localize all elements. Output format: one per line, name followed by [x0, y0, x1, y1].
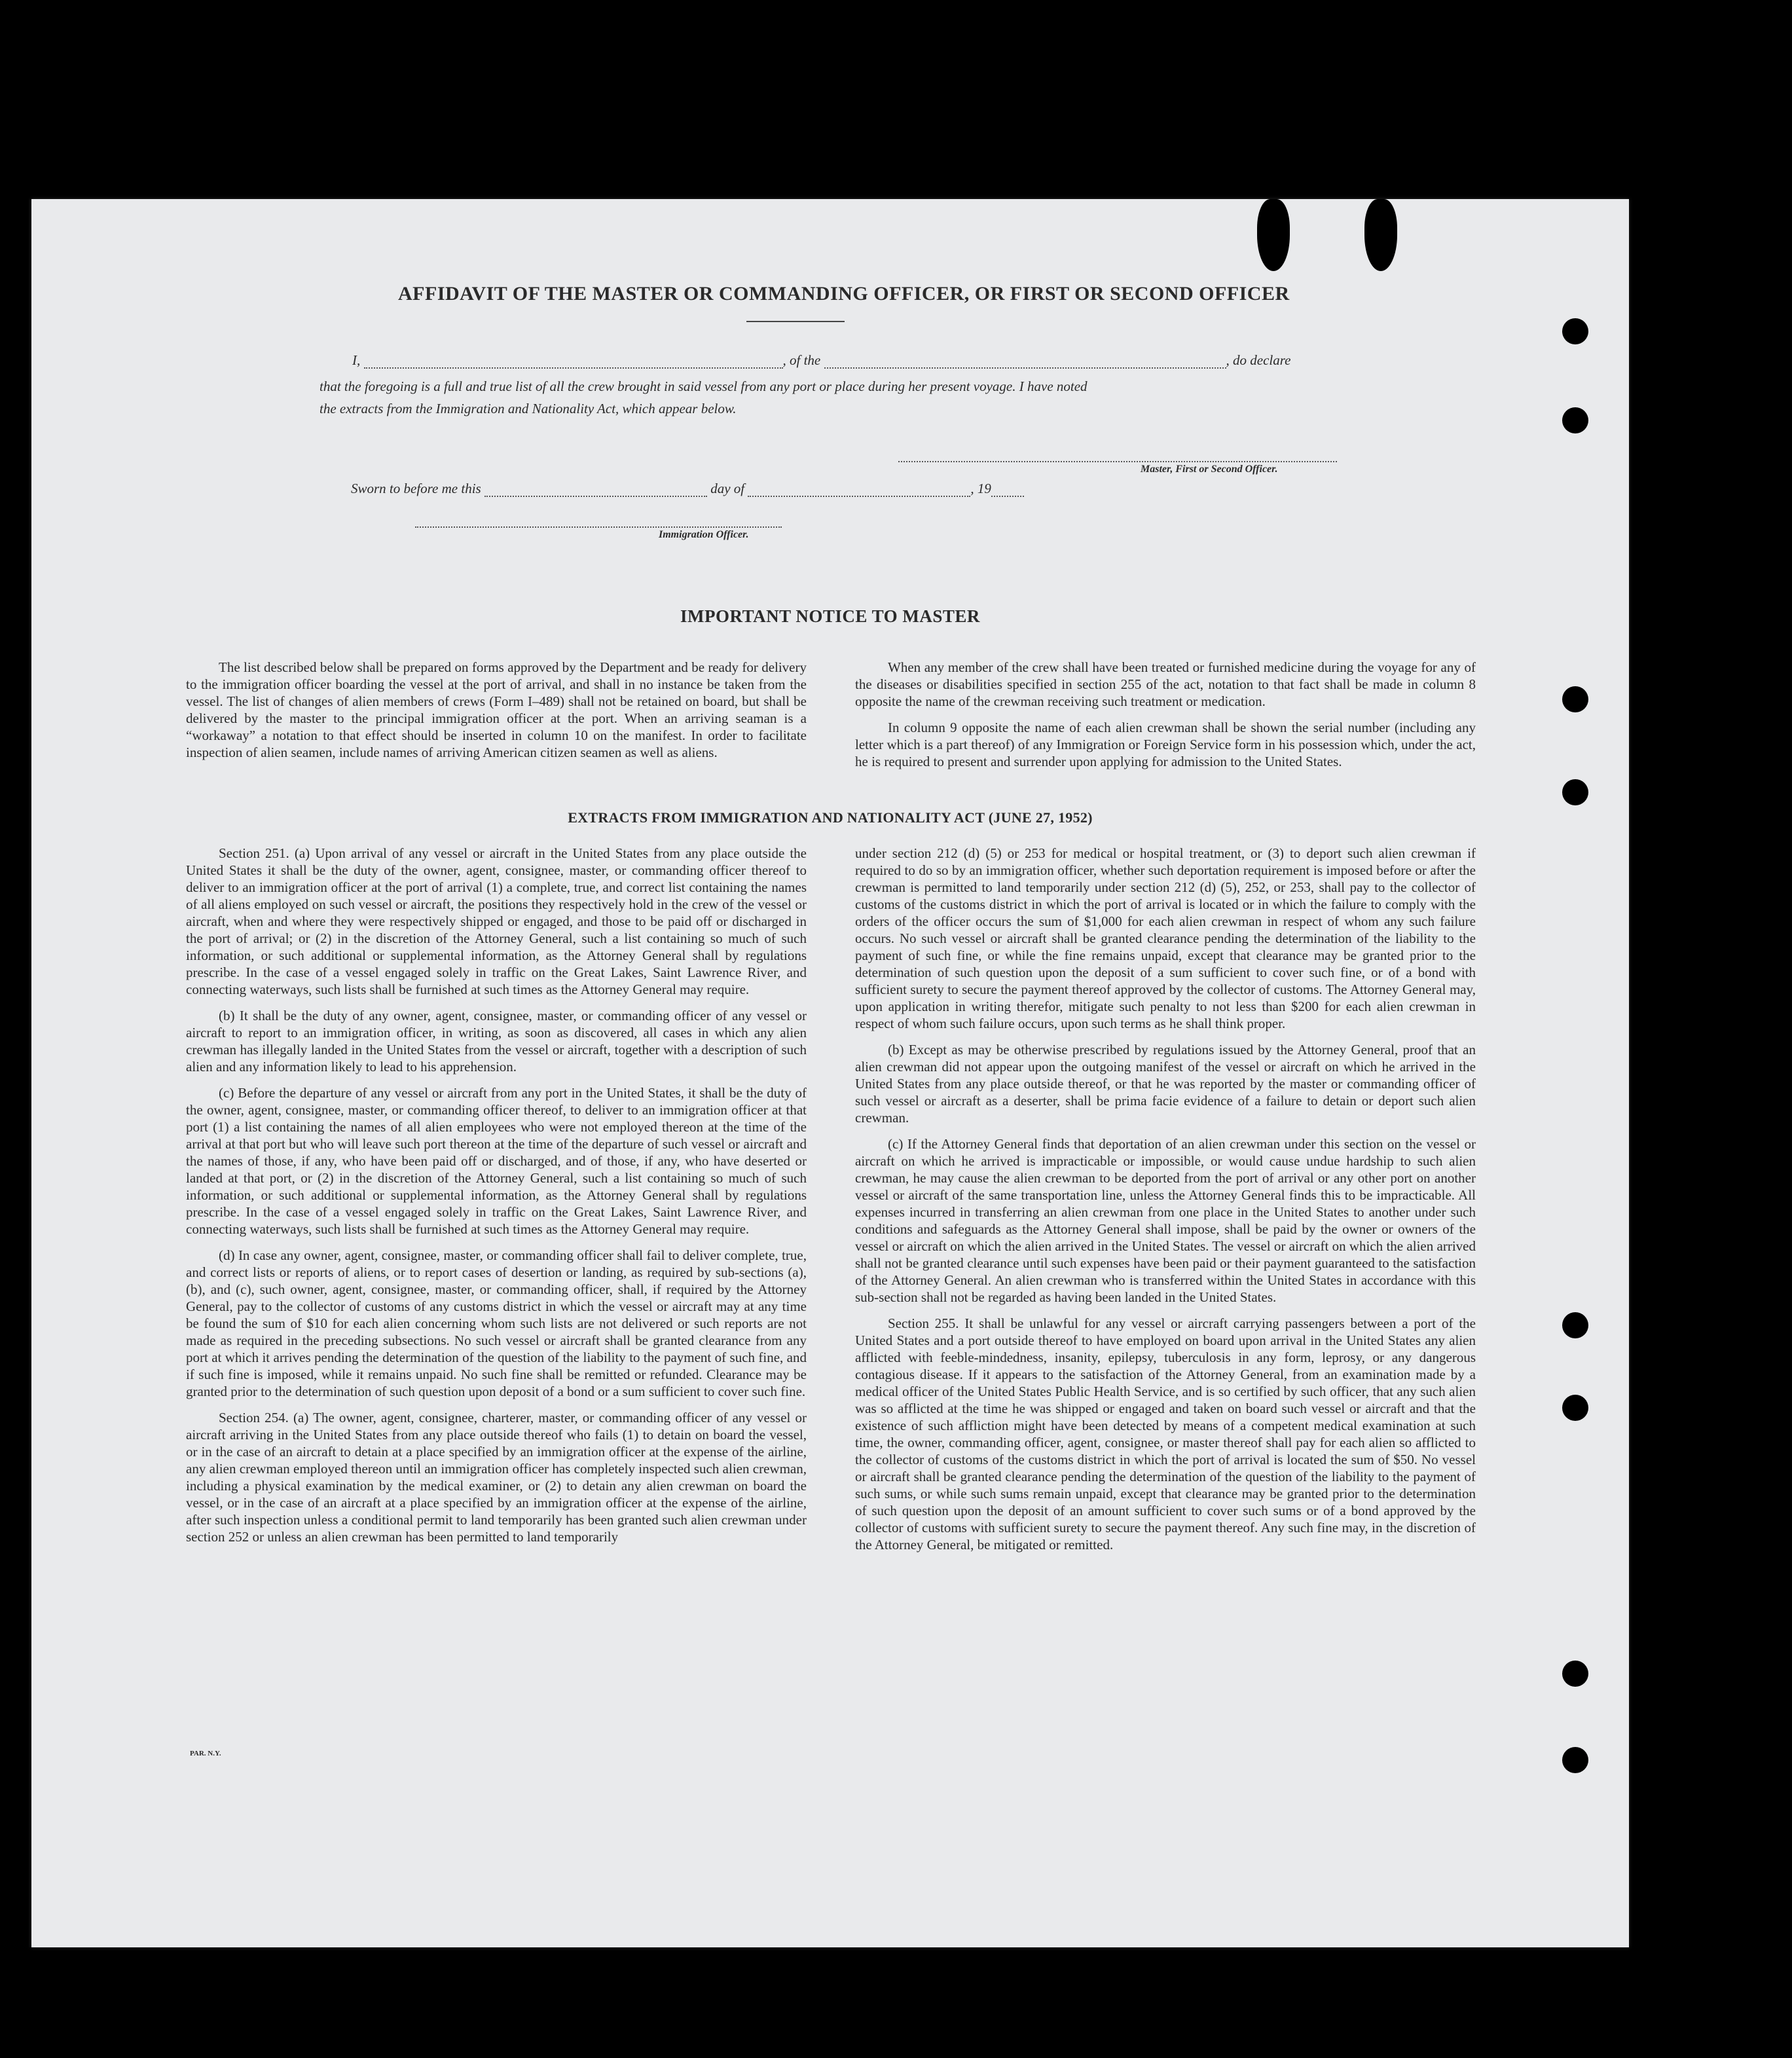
affidavit-title: AFFIDAVIT OF THE MASTER OR COMMANDING OFFICER, OR FIRST OR SECOND OFFICER: [398, 283, 1290, 304]
act-paragraph: under section 212 (d) (5) or 253 for medical or hospital treatment, or (3) to deport such alien crewman if required to do so by an immigration officer, whether such deportation requirement is imposed before or after the crewman is permitted to land temporarily under section 212 (d) (5), 252, or 253, shall pay to the collector of customs of the customs district in which the port of arrival is located or in which the failure to comply with the orders of the officer occurs the sum of $1,000 for each alien crewman in respect of whom any such failure occurs. No such vessel or aircraft shall be granted clearance pending the determination of the liability to the payment of such fine, or while the fine remains unpaid, except that clearance may be granted prior to the determination of such question upon the deposit of a sum sufficient to cover such fine, or of a bond with sufficient surety to secure the payment thereof approved by the collector of customs. The Attorney General may, upon application in writing therefor, mitigate such penalty to not less than $200 for each alien crewman in respect of whom such failure occurs, upon such terms as he shall think proper.: [855, 845, 1476, 1031]
sworn-day-blank[interactable]: [485, 484, 707, 497]
extracts-right-column: [855, 845, 1476, 1562]
notice-left-paragraph: The list described below shall be prepared on forms approved by the Department and be ready for delivery to the immigration officer boarding the vessel at the port of arrival, and shall in no instance be taken from the vessel. The list of changes of alien members of crews (Form I–489) shall not be retained on board, but shall be delivered by the master to the principal immigration officer at the port. When an arriving seaman is a “workaway” a notation to that effect should be inserted in column 10 on the manifest. In order to facilitate inspection of alien seamen, include names of arriving American citizen seamen as well as aliens.: [186, 659, 807, 760]
printer-mark: PAR. N.Y.: [190, 1750, 221, 1757]
sworn-line: [351, 481, 1202, 497]
punch-hole: [1562, 1312, 1588, 1338]
do-declare-label: , do declare: [1226, 352, 1291, 368]
act-paragraph: (d) In case any owner, agent, consignee, master, or commanding officer shall fail to deliver complete, true, and correct lists or reports of aliens, or to report cases of desertion or landing, as required by sub-sections (a), (b), and (c), such owner, agent, consignee, master, or commanding officer, shall, if required by the Attorney General, pay to the collector of customs of any customs district in which the vessel or aircraft may at any time be found the sum of $10 for each alien concerning whom such lists are not delivered or such reports are not made as required in the preceding subsections. No such vessel or aircraft shall be granted clearance from any port at which it arrives pending the determination of the question of the liability to the payment of such fine, and if such fine is imposed, while it remains unpaid. No such fine shall be remitted or refunded. Clearance may be granted prior to the determination of such question upon deposit of a bond or a sum sufficient to cover such fine.: [186, 1247, 807, 1399]
punch-hole: [1562, 407, 1588, 433]
notice-left-column: [186, 659, 807, 770]
notice-right-paragraph: When any member of the crew shall have been treated or furnished medicine during the voyage for any of the diseases or disabilities specified in section 255 of the act, notation to that fact shall be made in column 8 opposite the name of the crewman receiving such treatment or medication.: [855, 659, 1476, 709]
declaration-line-1: [352, 352, 1374, 369]
notice-right-column: [855, 659, 1476, 779]
binder-notch-left: [1257, 199, 1290, 271]
document-page: [31, 199, 1629, 1947]
act-paragraph: Section 255. It shall be unlawful for any vessel or aircraft carrying passengers between a port of the United States and a port outside thereof to have employed on board upon arrival in the United States any alien afflicted with feeble-mindedness, insanity, epilepsy, tuberculosis in any form, leprosy, or any dangerous contagious disease. If it appears to the satisfaction of the Attorney General, from an examination made by a medical officer of the United States Public Health Service, and is so certified by such officer, that any such alien was so afflicted at the time he was shipped or engaged and taken on board such vessel or aircraft and that the existence of such affliction might have been detected by means of a competent medical examination at such time, the owner, commanding officer, agent, consignee, or master thereof shall pay for each alien so afflicted to the collector of customs of the customs district in which the port of arrival is located the sum of $50. No vessel or aircraft shall be granted clearance pending the determination of the question of the liability to the payment of such sums, or while such sums remain unpaid, except that clearance may be granted prior to the determination of such question upon the deposit of an amount sufficient to cover such sums or of a bond approved by the collector of customs with sufficient surety to secure the payment thereof. Any such fine may, in the discretion of the Attorney General, be mitigated or remitted.: [855, 1315, 1476, 1553]
act-paragraph: Section 251. (a) Upon arrival of any vessel or aircraft in the United States from any place outside the United States it shall be the duty of the owner, agent, consignee, master, or commanding officer thereof to deliver to an immigration officer at the port of arrival (1) a complete, true, and correct list containing the names of all aliens employed on such vessel or aircraft, the positions they respectively hold in the crew of the vessel or aircraft, when and where they were respectively shipped or engaged, and those to be paid off or discharged in the port of arrival; or (2) in the discretion of the Attorney General, such a list containing so much of such information, or such additional or supplemental information, as the Attorney General shall by regulations prescribe. In the case of a vessel engaged solely in traffic on the Great Lakes, Saint Lawrence River, and connecting waterways, such lists shall be furnished at such times as the Attorney General may require.: [186, 845, 807, 997]
sworn-month-blank[interactable]: [748, 484, 970, 497]
of-the-label: , of the: [782, 352, 821, 368]
act-paragraph: (b) Except as may be otherwise prescribed by regulations issued by the Attorney General, proof that an alien crewman did not appear upon the outgoing manifest of the vessel or aircraft on which he arrived in the United States from any place outside thereof, or that he was reported by the master or commanding officer of such vessel or aircraft as a deserter, shall be prima facie evidence of a failure to detain or deport such alien crewman.: [855, 1042, 1476, 1126]
punch-hole: [1562, 1747, 1588, 1773]
vessel-blank[interactable]: [824, 356, 1226, 369]
punch-hole: [1562, 779, 1588, 805]
year-label: , 19: [970, 481, 991, 496]
extracts-left-column: [186, 845, 807, 1554]
sworn-year-blank[interactable]: [991, 484, 1024, 497]
declaration-line-2: that the foregoing is a full and true list of all the crew brought in said vessel from any port or place during her present voyage. I have noted: [320, 378, 1088, 394]
act-paragraph: Section 254. (a) The owner, agent, consignee, charterer, master, or commanding officer of any vessel or aircraft arriving in the United States from any place outside thereof who fails (1) to detain on board the vessel, or in the case of an aircraft to detain at a place specified by an immigration officer at the expense of the airline, any alien crewman employed thereon until an immigration officer has completely inspected such alien crewman, including a physical examination by the medical examiner, or (2) to detain any alien crewman on board the vessel, or in the case of an aircraft at a place specified by an immigration officer at the expense of the airline, after such inspection unless a conditional permit to land temporarily has been granted such alien crewman under section 252 or unless an alien crewman has been permitted to land temporarily: [186, 1410, 807, 1545]
immigration-officer-caption: Immigration Officer.: [659, 529, 749, 540]
act-paragraph: (b) It shall be the duty of any owner, agent, consignee, master, or commanding officer of any vessel or aircraft to report to an immigration officer, in writing, as soon as discovered, all cases in which any alien crewman has illegally landed in the United States from the vessel or aircraft, together with a description of such alien and any information likely to lead to his apprehension.: [186, 1008, 807, 1075]
punch-hole: [1562, 1395, 1588, 1421]
declaration-line-3: the extracts from the Immigration and Nationality Act, which appear below.: [320, 401, 737, 416]
day-of-label: day of: [710, 481, 745, 496]
notice-right-paragraph: In column 9 opposite the name of each alien crewman shall be shown the serial number (including any letter which is a part thereof) of any Immigration or Foreign Service form in his possession which, under the act, he is required to present and surrender upon applying for admission to the United States.: [855, 720, 1476, 769]
immigration-officer-signature-line[interactable]: [415, 526, 782, 528]
master-signature-line[interactable]: [898, 461, 1337, 462]
act-paragraph: (c) Before the departure of any vessel or aircraft from any port in the United States, it shall be the duty of the owner, agent, consignee, master, or commanding officer thereof, to deliver to an immigration officer at that port (1) a list containing the names of all alien employees who were not employed thereon at the time of the arrival at that port but who will leave such port thereon at the time of the departure of such vessel or aircraft and the names of those, if any, who have been paid off or discharged, and of those, if any, who have deserted or landed at that port, or (2) in the discretion of the Attorney General, such a list containing so much of such information, or such additional or supplemental information, as the Attorney General shall by regulations prescribe. In the case of a vessel engaged solely in traffic on the Great Lakes, Saint Lawrence River, and connecting waterways, such lists shall be furnished at such times as the Attorney General may require.: [186, 1085, 807, 1237]
name-blank[interactable]: [364, 356, 783, 369]
punch-hole: [1562, 686, 1588, 712]
binder-notch-right: [1364, 199, 1397, 271]
master-signature-caption: Master, First or Second Officer.: [1141, 464, 1278, 475]
punch-hole: [1562, 1661, 1588, 1687]
act-paragraph: (c) If the Attorney General finds that deportation of an alien crewman under this section on the vessel or aircraft on which he arrived is impracticable or impossible, or would cause undue hardship to such alien crewman, he may cause the alien crewman to be deported from the port of arrival or any other port on another vessel or aircraft of the same transportation line, unless the Attorney General finds this to be impracticable. All expenses incurred in transferring an alien crewman from one place in the United States to another under such conditions and safeguards as the Attorney General shall impose, shall be paid by the owner or owners of the vessel or aircraft on which the alien arrived in the United States. The vessel or aircraft on which the alien arrived shall not be granted clearance until such expenses have been paid or their payment guaranteed to the satisfaction of the Attorney General. An alien crewman who is transferred within the United States in accordance with this sub-section shall not be regarded as having been landed in the United States.: [855, 1136, 1476, 1305]
notice-title: IMPORTANT NOTICE TO MASTER: [680, 606, 980, 626]
sworn-prefix: Sworn to before me this: [351, 481, 481, 496]
punch-hole: [1562, 318, 1588, 344]
extracts-title: EXTRACTS FROM IMMIGRATION AND NATIONALITY ACT (JUNE 27, 1952): [568, 809, 1093, 826]
declaration-i-label: I,: [352, 352, 361, 368]
title-underline: [746, 321, 845, 322]
